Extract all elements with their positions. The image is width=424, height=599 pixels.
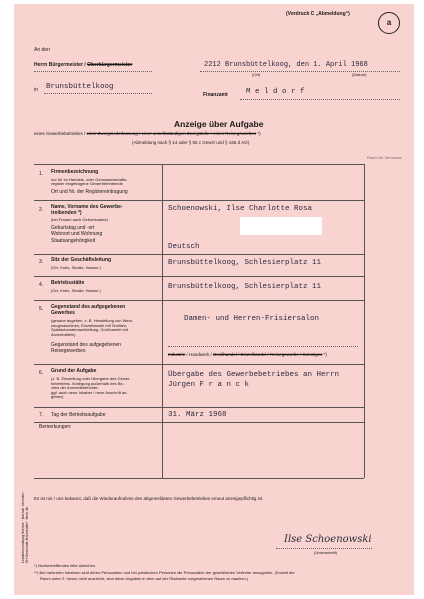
side-note: Raum für Vermerke	[367, 155, 402, 160]
row2-label: Name, Vorname des Gewerbe- treibenden *)	[51, 204, 123, 216]
in-value: Brunsbüttelkoog	[46, 83, 114, 91]
finanzamt-label: Finanzamt	[203, 92, 228, 98]
in-dotted-line	[44, 93, 152, 94]
form-title: Anzeige über Aufgabe	[174, 119, 264, 129]
address-an-den: An den	[34, 47, 50, 53]
form-variant-circle: a	[378, 12, 400, 34]
row3-label: Sitz der Geschäftsleitung	[51, 257, 112, 263]
row3-value: Brunsbüttelkoog, Schlesierplatz 11	[168, 259, 322, 267]
place-date-value: 2212 Brunsbüttelkoog, den 1. April 1968	[204, 61, 368, 69]
row6-value2: Jürgen F r a n c k	[168, 381, 250, 389]
form-sheet: (Vordruck C „Abmeldung“) a An den Herrn Bürgermeister / Oberbürgermeister in Brunsbüttelkoog 2212 Brunsbüttelkoog, den 1. April 1968 (Ort) (Datum) Finanzamt M e l d o r f Anzeige über Aufgabe eines Gewerbebetriebes / einer Zweigniederlassung / einer unselbständigen Zweigstelle / eines Reisegewerbes *) (Abmeldung nach § 14 oder § 55 c GewO und § 165 d AO) Raum für Vermerke 1. Firmenbezeichnung nur für im Handels- oder Genossenschafts- register eingetragene Gewerbetreibende Ort und Nr. der Registereintragung 2. Name, Vorname des Gewerbe- treibenden *) (bei Frauen auch Geburtsname) Geburtstag und -ort Wohnort und Wohnung Staatsangehörigkeit Schoenowski, Ilse Charlotte Rosa Deutsch 3. Sitz der Geschäftsleitung (Ort, Kreis, Straße, Hausnr.) Brunsbüttelkoog, Schlesierplatz 11 4. Betriebsstätte (Ort, Kreis, Straße, Hausnr.) Brunsbüttelkoog, Schlesierplatz 11 5. Gegenstand des aufgegebenen Gewerbes (genaue angeben, z. B. Herstellung von Werk- zeugmaschinen, Einzelhandel mit Textilien, Spielautomatenaufstellung, Großhandel mit Arzneimitteln) Gegenstand des aufgegebenen Reisegewerbes Damen- und Herren-Frisiersalon Industrie / Handwerk / Großhandel / Einzelhandel / Reisegewerbe / Sonstiges *) 6. Grund der Aufgabe (z. B. Einstellung oder Übergabe des Gewer- bebetriebs. Vorlegung außerhalb des Be- zirks der Anmeldebehörde; ggf. auch neue Inhaber / neue Anschrift an- geben) Übergabe des Gewerbebetriebes an Herrn Jürgen F r a n c k 7. Tag der Betriebsaufgabe 31. März 1968 Bemerkungen: Es ist mir / uns bekannt, daß die Wiederaufnahme des abgemeldeten Gewerbebetriebes erneut anzeigepflichtig ist. Ilse Schoenowski (Unterschrift) *) Nichtzutreffendes bitte streichen. **) Bei mehreren Inhabern sind deren Personalien und bei juristischen Personen die Personalien der gesetzlichen Vertreter anzugeben. (Soweit der Raum unter 2. hierzu nicht ausreicht, sind diese Angaben in dem auf der Rückseite vorgesehenen Raum zu machen.) Landesverwaltung Itzehoe · Nachdr. verboten SH Gemeinde Brunsbüttel · Best.-Nr.	[14, 4, 414, 595]
signature: Ilse Schoenowski	[284, 534, 372, 545]
finanzamt-line	[240, 99, 400, 100]
row4-small: (Ort, Kreis, Straße, Hausnr.)	[51, 288, 101, 293]
row1-label: Firmenbezeichnung	[51, 169, 99, 175]
row7-label: Tag der Betriebsaufgabe	[51, 412, 106, 418]
footnote-1: *) Nichtzutreffendes bitte streichen.	[34, 563, 97, 568]
form-title-line3: (Abmeldung nach § 14 oder § 55 c GewO und § 165 d AO)	[132, 140, 250, 145]
row2-value: Schoenowski, Ilse Charlotte Rosa	[168, 205, 313, 213]
row2-value2: Deutsch	[168, 243, 200, 251]
industry-line: Industrie / Handwerk / Großhandel / Einzelhandel / Reisegewerbe / Sonstiges *)	[168, 352, 327, 357]
row4-value: Brunsbüttelkoog, Schlesierplatz 11	[168, 283, 322, 291]
row4-label: Betriebsstätte	[51, 280, 85, 286]
ort-label: (Ort)	[252, 72, 261, 77]
redaction-box	[240, 217, 322, 235]
unterschrift-label: (Unterschrift)	[314, 550, 338, 555]
row5-value: Damen- und Herren-Frisiersalon	[184, 315, 320, 323]
finanzamt-value: M e l d o r f	[246, 88, 305, 96]
table-mid-divider	[162, 164, 163, 478]
row7-value: 31. März 1968	[168, 411, 227, 419]
row2-small: (bei Frauen auch Geburtsname)	[51, 217, 108, 222]
row6-small: (z. B. Einstellung oder Übergabe des Gewer- bebetriebs. Vorlegung außerhalb des Be- zirks der Anmeldebehörde; ggf. auch neue Inhaber / neue Anschrift an- geben)	[51, 376, 131, 400]
address-recipient: Herrn Bürgermeister / Oberbürgermeister	[34, 62, 133, 68]
place-date-line	[200, 71, 400, 72]
statement-text: Es ist mir / uns bekannt, daß die Wiederaufnahme des abgemeldeten Gewerbebetriebes erneut anzeigepflichtig ist.	[34, 496, 264, 501]
row5-small: (genaue angeben, z. B. Herstellung von Werk- zeugmaschinen, Einzelhandel mit Textilien, Spielautomatenaufstellung, Großhandel mit Arzneimitteln)	[51, 318, 134, 337]
printer-imprint: Landesverwaltung Itzehoe · Nachdr. verboten SH Gemeinde Brunsbüttel · Best.-Nr.	[20, 492, 29, 564]
row5-label2: Gegenstand des aufgegebenen Reisegewerbes	[51, 342, 122, 354]
table-right-divider	[364, 164, 365, 478]
row3-small: (Ort, Kreis, Straße, Hausnr.)	[51, 265, 101, 270]
in-label: in	[34, 87, 38, 93]
form-title-line2: eines Gewerbebetriebes / einer Zweigniederlassung / einer unselbständigen Zweigstelle / eines Reisegewerbes *)	[34, 131, 261, 136]
row6-label: Grund der Aufgabe	[51, 368, 97, 374]
address-dotted-line	[34, 71, 152, 72]
row1-small: nur für im Handels- oder Genossenschafts- register eingetragene Gewerbetreibende	[51, 177, 128, 186]
table-top-line	[34, 164, 364, 165]
bemerkungen-label: Bemerkungen:	[39, 424, 72, 430]
footnote-2: **) Bei mehreren Inhabern sind deren Personalien und bei juristischen Personen die Personalien der gesetzlichen Vertreter anzugeben. (Soweit der	[34, 570, 295, 575]
row6-value: Übergabe des Gewerbebetriebes an Herrn	[168, 371, 340, 379]
form-tag: (Vordruck C „Abmeldung“)	[286, 11, 350, 17]
datum-label: (Datum)	[352, 72, 367, 77]
row5-label: Gegenstand des aufgegebenen Gewerbes	[51, 304, 126, 316]
row1-label2: Ort und Nr. der Registereintragung	[51, 189, 128, 195]
footnote-3: Raum unter 2. hierzu nicht ausreicht, sind diese Angaben in dem auf der Rückseite vorgesehenen Raum zu machen.)	[40, 576, 249, 581]
row2-label2: Geburtstag und -ort Wohnort und Wohnung Staatsangehörigkeit	[51, 225, 103, 244]
